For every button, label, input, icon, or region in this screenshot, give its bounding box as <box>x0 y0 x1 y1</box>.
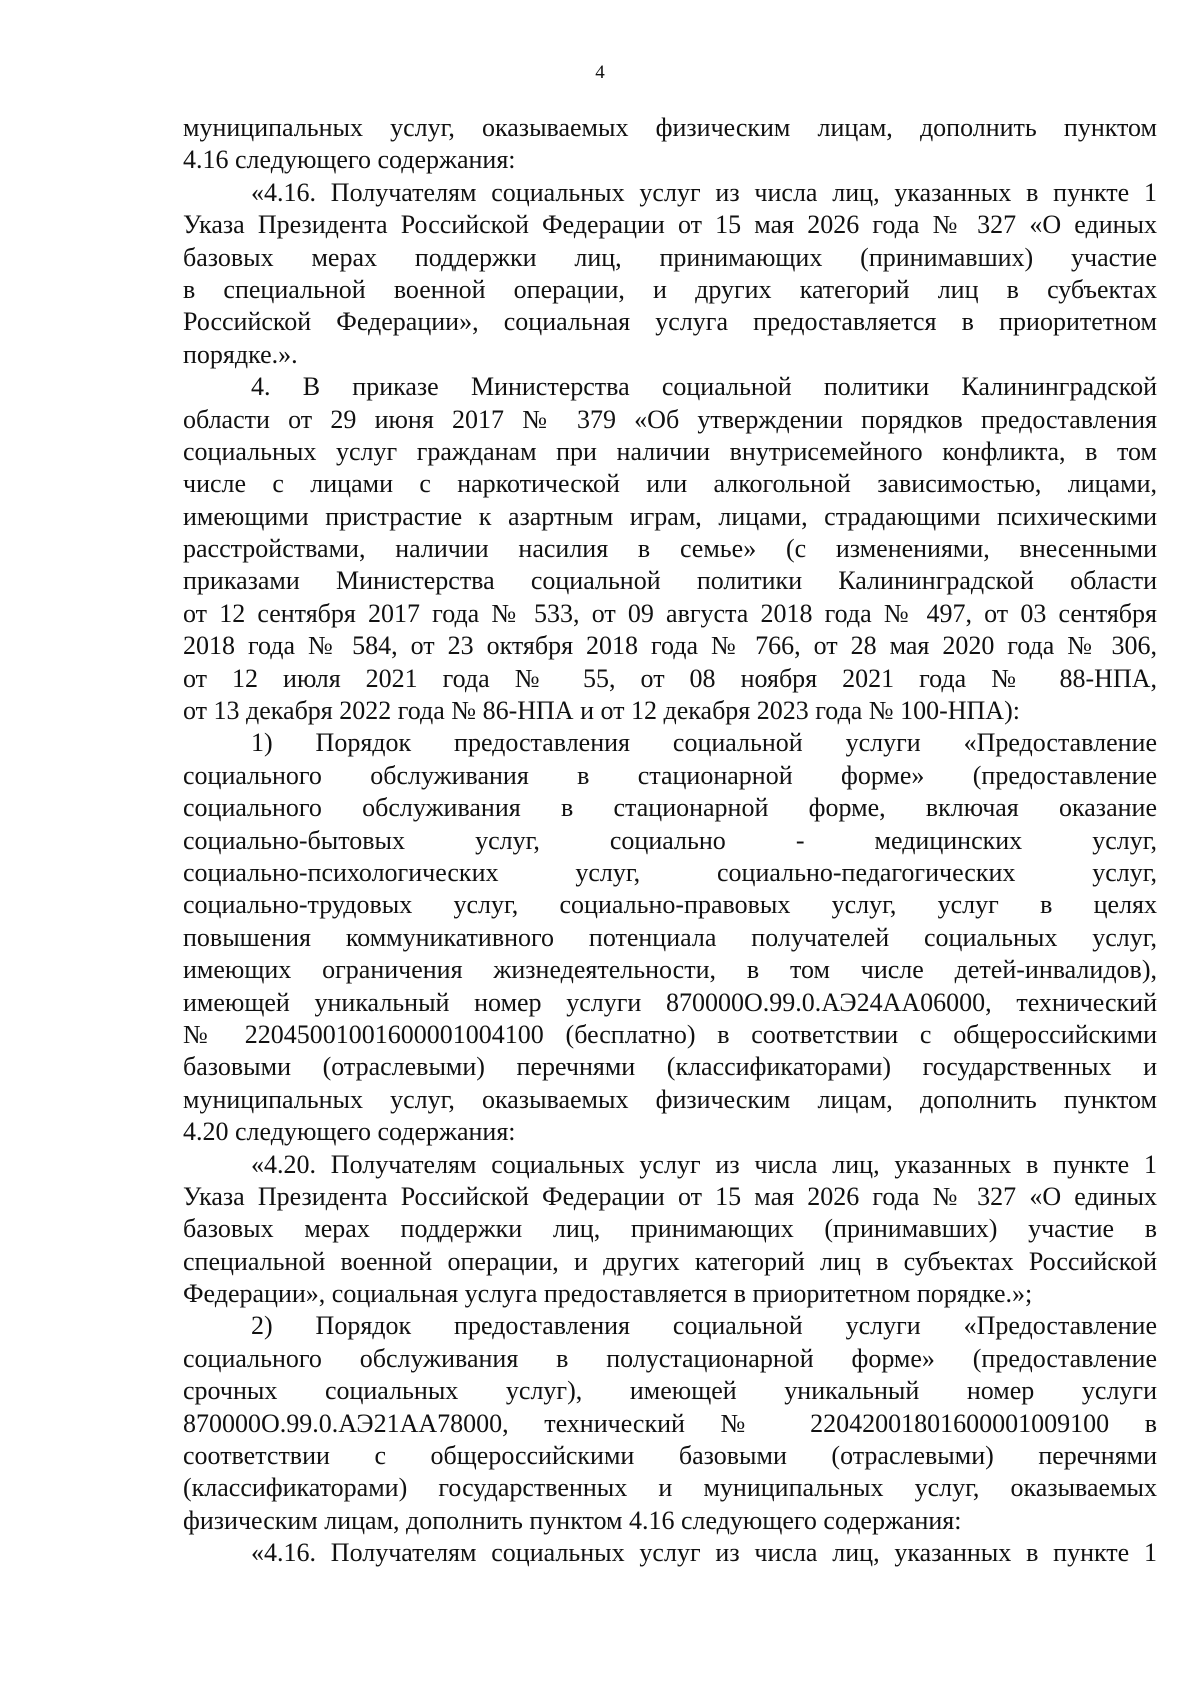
text-line: социального обслуживания в полустационарной форме» (предоставление <box>183 1343 1157 1373</box>
text-line: Российской Федерации», социальная услуга предоставляется в приоритетном <box>183 307 1157 337</box>
text-line: «4.16. Получателям социальных услуг из числа лиц, указанных в пункте 1 <box>251 177 1157 207</box>
text-line: Федерации», социальная услуга предоставляется в приоритетном порядке.»; <box>183 1279 1033 1309</box>
text-line: имеющими пристрастие к азартным играм, лицами, страдающими психическими <box>183 501 1157 531</box>
text-line: Указа Президента Российской Федерации от 15 мая 2026 года № 327 «О единых <box>183 210 1157 240</box>
text-line: от 12 июля 2021 года № 55, от 08 ноября 2021 года № 88-НПА, <box>183 663 1157 693</box>
text-line: социально-трудовых услуг, социально-правовых услуг, услуг в целях <box>183 890 1157 920</box>
text-line: числе с лицами с наркотической или алкогольной зависимостью, лицами, <box>183 469 1157 499</box>
text-line: в специальной военной операции, и других категорий лиц в субъектах <box>183 274 1157 304</box>
text-line: муниципальных услуг, оказываемых физическим лицам, дополнить пунктом <box>183 113 1157 142</box>
text-line: от 13 декабря 2022 года № 86-НПА и от 12 декабря 2023 года № 100-НПА): <box>183 696 1020 726</box>
text-line: срочных социальных услуг), имеющей уникальный номер услуги <box>183 1376 1157 1406</box>
text-line: 4.20 следующего содержания: <box>183 1117 516 1147</box>
text-line: физическим лицам, дополнить пунктом 4.16 следующего содержания: <box>183 1505 962 1535</box>
text-line: 2) Порядок предоставления социальной услуги «Предоставление <box>251 1311 1157 1341</box>
text-line: расстройствами, наличии насилия в семье» (с изменениями, внесенными <box>183 534 1157 564</box>
text-line: базовых мерах поддержки лиц, принимающих (принимавших) участие в <box>183 1214 1157 1244</box>
text-line: 4.16 следующего содержания: <box>183 145 516 175</box>
text-line: муниципальных услуг, оказываемых физическим лицам, дополнить пунктом <box>183 1084 1157 1114</box>
document-body <box>183 112 1157 1570</box>
text-line: имеющих ограничения жизнедеятельности, в том числе детей-инвалидов), <box>183 955 1157 985</box>
text-line: базовых мерах поддержки лиц, принимающих (принимавших) участие <box>183 242 1157 272</box>
text-line: области от 29 июня 2017 № 379 «Об утверждении порядков предоставления <box>183 404 1157 434</box>
text-line: «4.20. Получателям социальных услуг из числа лиц, указанных в пункте 1 <box>251 1149 1157 1179</box>
text-line: (классификаторами) государственных и муниципальных услуг, оказываемых <box>183 1473 1157 1503</box>
text-line: 870000О.99.0.АЭ21АА78000, технический № 22042001801600001009100 в <box>183 1408 1157 1438</box>
text-line: социальных услуг гражданам при наличии внутрисемейного конфликта, в том <box>183 436 1157 466</box>
page-number: 4 <box>595 62 605 83</box>
text-line: соответствии с общероссийскими базовыми (отраслевыми) перечнями <box>183 1441 1157 1471</box>
text-line: 2018 года № 584, от 23 октября 2018 года № 766, от 28 мая 2020 года № 306, <box>183 631 1157 661</box>
text-line: социального обслуживания в стационарной форме» (предоставление <box>183 760 1157 790</box>
text-line: базовыми (отраслевыми) перечнями (классификаторами) государственных и <box>183 1052 1157 1082</box>
text-line: повышения коммуникативного потенциала получателей социальных услуг, <box>183 922 1157 952</box>
text-line: специальной военной операции, и других категорий лиц в субъектах Российской <box>183 1246 1157 1276</box>
text-line: 4. В приказе Министерства социальной политики Калининградской <box>251 372 1157 402</box>
text-line: от 12 сентября 2017 года № 533, от 09 августа 2018 года № 497, от 03 сентября <box>183 598 1157 628</box>
text-line: «4.16. Получателям социальных услуг из числа лиц, указанных в пункте 1 <box>251 1538 1157 1568</box>
text-line: Указа Президента Российской Федерации от 15 мая 2026 года № 327 «О единых <box>183 1181 1157 1211</box>
text-line: порядке.». <box>183 339 298 369</box>
text-line: № 22045001001600001004100 (бесплатно) в соответствии с общероссийскими <box>183 1019 1157 1049</box>
text-line: приказами Министерства социальной политики Калининградской области <box>183 566 1157 596</box>
text-line: социально-психологических услуг, социально-педагогических услуг, <box>183 857 1157 887</box>
text-line: имеющей уникальный номер услуги 870000О.99.0.АЭ24АА06000, технический <box>183 987 1157 1017</box>
text-line: социального обслуживания в стационарной форме, включая оказание <box>183 793 1157 823</box>
text-line: социально-бытовых услуг, социально - медицинских услуг, <box>183 825 1157 855</box>
text-line: 1) Порядок предоставления социальной услуги «Предоставление <box>251 728 1157 758</box>
